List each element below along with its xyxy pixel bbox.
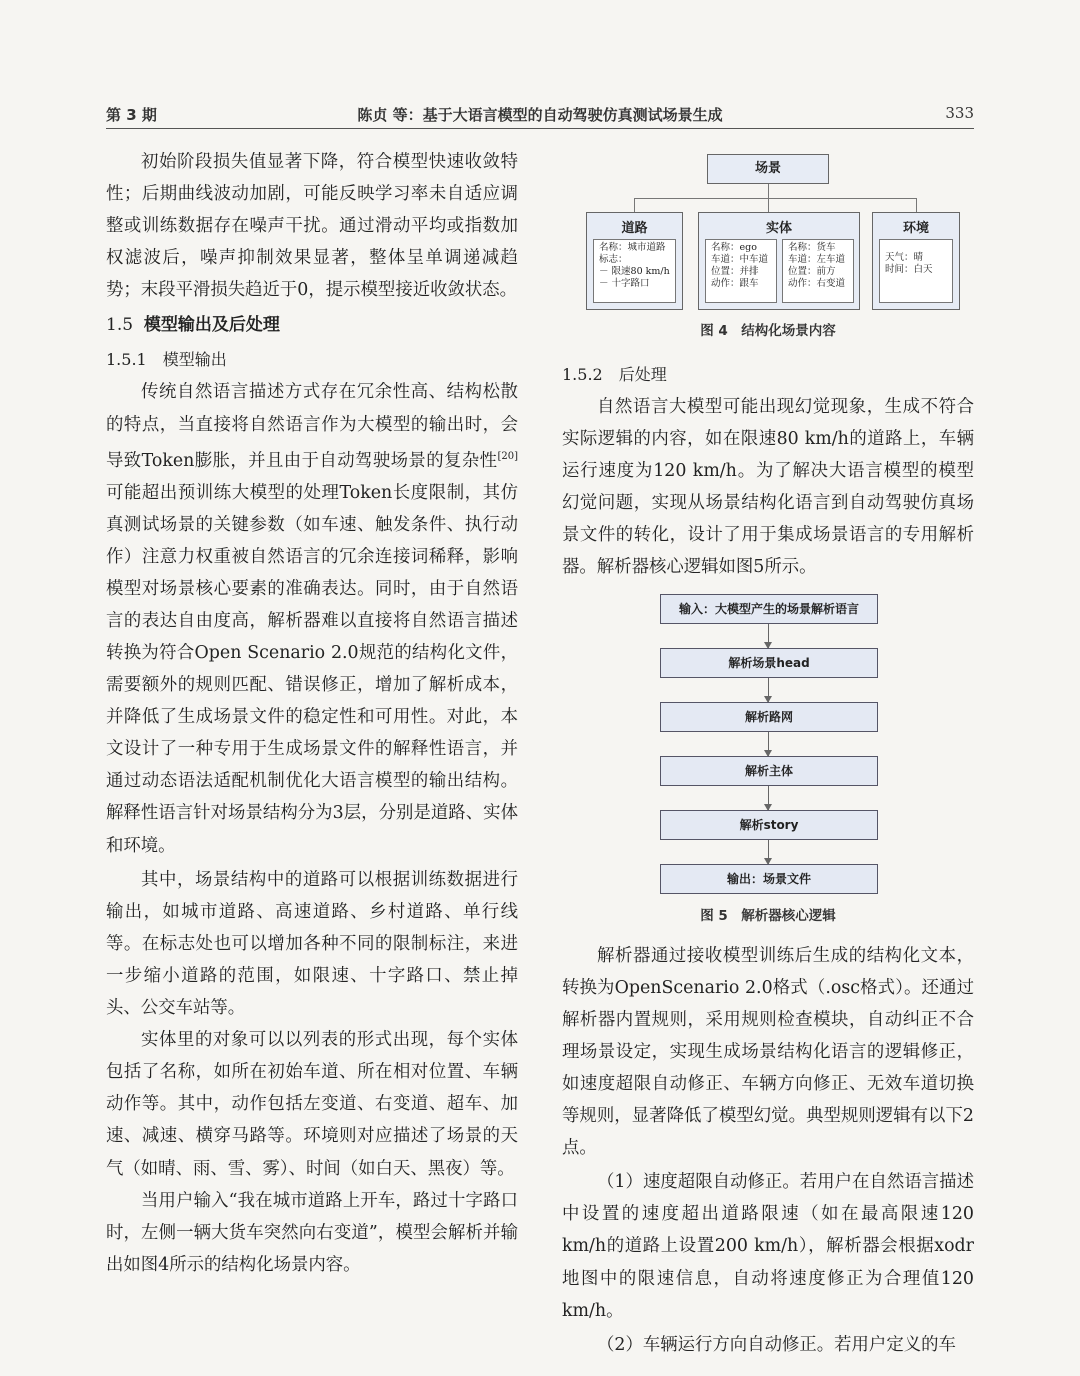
truck-line: 动作：右变道 [788, 278, 846, 289]
road-details [593, 239, 676, 303]
connector [634, 198, 635, 212]
paragraph-model-output [106, 376, 518, 861]
scene-root-box [707, 154, 829, 184]
paragraph-loss-analysis: 初始阶段损失值显著下降，符合模型快速收敛特性；后期曲线波动加剧，可能反映学习率未自适应调整或训练数据存在噪声干扰。通过滑动平均或指数加权滤波后，噪声抑制效果显著，整体呈单调递减趋势；末段平滑损失趋近于0，提示模型接近收敛状态。 [106, 152, 518, 301]
connector [916, 198, 917, 212]
subsection-heading-1-5-2: 1.5.2 后处理 [562, 365, 667, 384]
flow-arrow [768, 840, 769, 864]
paragraph-text: 可能超出预训练大模型的处理Token长度限制，其仿真测试场景的关键参数（如车速、触发条件、执行动作）注意力权重被自然语言的冗余连接词稀释，影响模型对场景核心要素的准确表达。同时，由于自然语言的表达自由度高，解析器难以直接将自然语言描述转换为符合Open Scenario 2.0规范的结构化文件，需要额外的规则匹配、错误修正，增加了解析成本，并降低了生成场景文件的稳定性和可用性。对此，本文设计了一种专用于生成场景文件的解释性语言，并通过动态语法适配机制优化大语言模型的输出结构。解释性语言针对场景结构分为3层，分别是道路、实体和环境。 [106, 482, 518, 856]
flow-step-road-network: 解析路网 [660, 702, 878, 732]
left-column [106, 146, 518, 1281]
environment-line: 天气：晴 [885, 252, 924, 263]
flow-step-input: 输入：大模型产生的场景解析语言 [660, 594, 878, 624]
running-title: 陈贞 等：基于大语言模型的自动驾驶仿真测试场景生成 [357, 106, 723, 124]
running-header [106, 100, 974, 130]
figure-5-caption: 图 5 解析器核心逻辑 [700, 907, 836, 924]
ego-line: 车道：中车道 [711, 254, 769, 265]
flow-step-actors: 解析主体 [660, 756, 878, 786]
flow-arrow [768, 732, 769, 756]
flow-arrow [768, 678, 769, 702]
paragraph-parser-rules: 解析器通过接收模型训练后生成的结构化文本，转换为OpenScenario 2.0格式（.osc格式）。还通过解析器内置规则，采用规则检查模块，自动纠正不合理场景设定，实现生成场景结构化语言的逻辑修正，如速度超限自动修正、车辆方向修正、无效车道切换等规则，显著降低了模型幻觉。典型规则逻辑有以下2点。 [562, 945, 974, 1159]
truck-line: 车道：左车道 [788, 254, 846, 265]
paragraph-entity-structure: 实体里的对象可以以列表的形式出现，每个实体包括了名称，如所在初始车道、所在相对位置、车辆动作等。其中，动作包括左变道、右变道、超车、加速、减速、横穿马路等。环境则对应描述了场景的天气（如晴、雨、雪、雾）、时间（如白天、黑夜）等。 [106, 1030, 518, 1179]
connector [768, 198, 769, 212]
section-number: 1.5 [106, 315, 134, 336]
environment-details [879, 239, 953, 303]
figure-4-structured-scene [562, 154, 974, 359]
right-column [562, 150, 974, 1361]
flow-arrow [768, 624, 769, 648]
entity-title: 实体 [765, 221, 792, 236]
environment-title: 环境 [902, 221, 929, 236]
figure-5-parser-flow [562, 594, 974, 932]
truck-line: 名称：货车 [788, 242, 836, 253]
road-box [586, 212, 683, 310]
page-number: 333 [945, 104, 974, 122]
flow-step-head: 解析场景head [660, 648, 878, 678]
flow-arrow [768, 786, 769, 810]
flow-step-story: 解析story [660, 810, 878, 840]
flow-step-output: 输出：场景文件 [660, 864, 878, 894]
paragraph-text: 传统自然语言描述方式存在冗余性高、结构松散的特点，当直接将自然语言作为大模型的输出时，会导致Token膨胀，并且由于自动驾驶场景的复杂性 [106, 382, 518, 471]
section-title: 模型输出及后处理 [143, 315, 280, 336]
road-line: 名称：城市道路 [599, 242, 666, 253]
citation: [20] [497, 450, 518, 462]
paragraph-road-structure: 其中，场景结构中的道路可以根据训练数据进行输出，如城市道路、高速道路、乡村道路、单行线等。在标志处也可以增加各种不同的限制标注，来进一步缩小道路的范围，如限速、十字路口、禁止掉头、公交车站等。 [106, 869, 518, 1019]
section-heading-1-5 [106, 309, 518, 341]
subsection-heading-1-5-1: 1.5.1 模型输出 [106, 350, 227, 370]
environment-line: 时间：白天 [885, 264, 933, 275]
connector [768, 184, 769, 198]
header-rule [106, 128, 974, 129]
truck-line: 位置：前方 [788, 266, 836, 277]
ego-line: 位置：并排 [711, 266, 759, 277]
paragraph-speed-correction: （1）速度超限自动修正。若用户在自然语言描述中设置的速度超出道路限速（如在最高限速120 km/h的道路上设置200 km/h），解析器会根据xodr地图中的限速信息，自动将速度修正为合理值120 km/h。 [562, 1172, 974, 1321]
road-line: － 限速80 km/h [599, 266, 670, 277]
paragraph-direction-correction: （2）车辆运行方向自动修正。若用户定义的车 [597, 1334, 956, 1355]
scene-root-label: 场景 [754, 161, 781, 176]
paragraph-hallucination: 自然语言大模型可能出现幻觉现象，生成不符合实际逻辑的内容，如在限速80 km/h的道路上，车辆运行速度为120 km/h。为了解决大语言模型的模型幻觉问题，实现从场景结构化语言到自动驾驶仿真场景文件的转化，设计了用于集成场景语言的专用解析器。解析器核心逻辑如图5所示。 [562, 397, 974, 578]
ego-line: 名称：ego [711, 242, 757, 253]
truck-details [782, 239, 854, 303]
connector [634, 198, 916, 199]
environment-box [872, 212, 960, 310]
paragraph-user-input-example: 当用户输入“我在城市道路上开车，路过十字路口时，左侧一辆大货车突然向右变道”，模型会解析并输出如图4所示的结构化场景内容。 [106, 1190, 518, 1275]
road-line: 标志： [599, 254, 628, 265]
road-line: － 十字路口 [599, 278, 650, 289]
ego-line: 动作：跟车 [711, 278, 759, 289]
issue-number: 第 3 期 [106, 106, 157, 124]
entity-box [698, 212, 860, 310]
ego-details [705, 239, 777, 303]
road-title: 道路 [621, 221, 648, 236]
figure-4-caption: 图 4 结构化场景内容 [700, 323, 836, 339]
